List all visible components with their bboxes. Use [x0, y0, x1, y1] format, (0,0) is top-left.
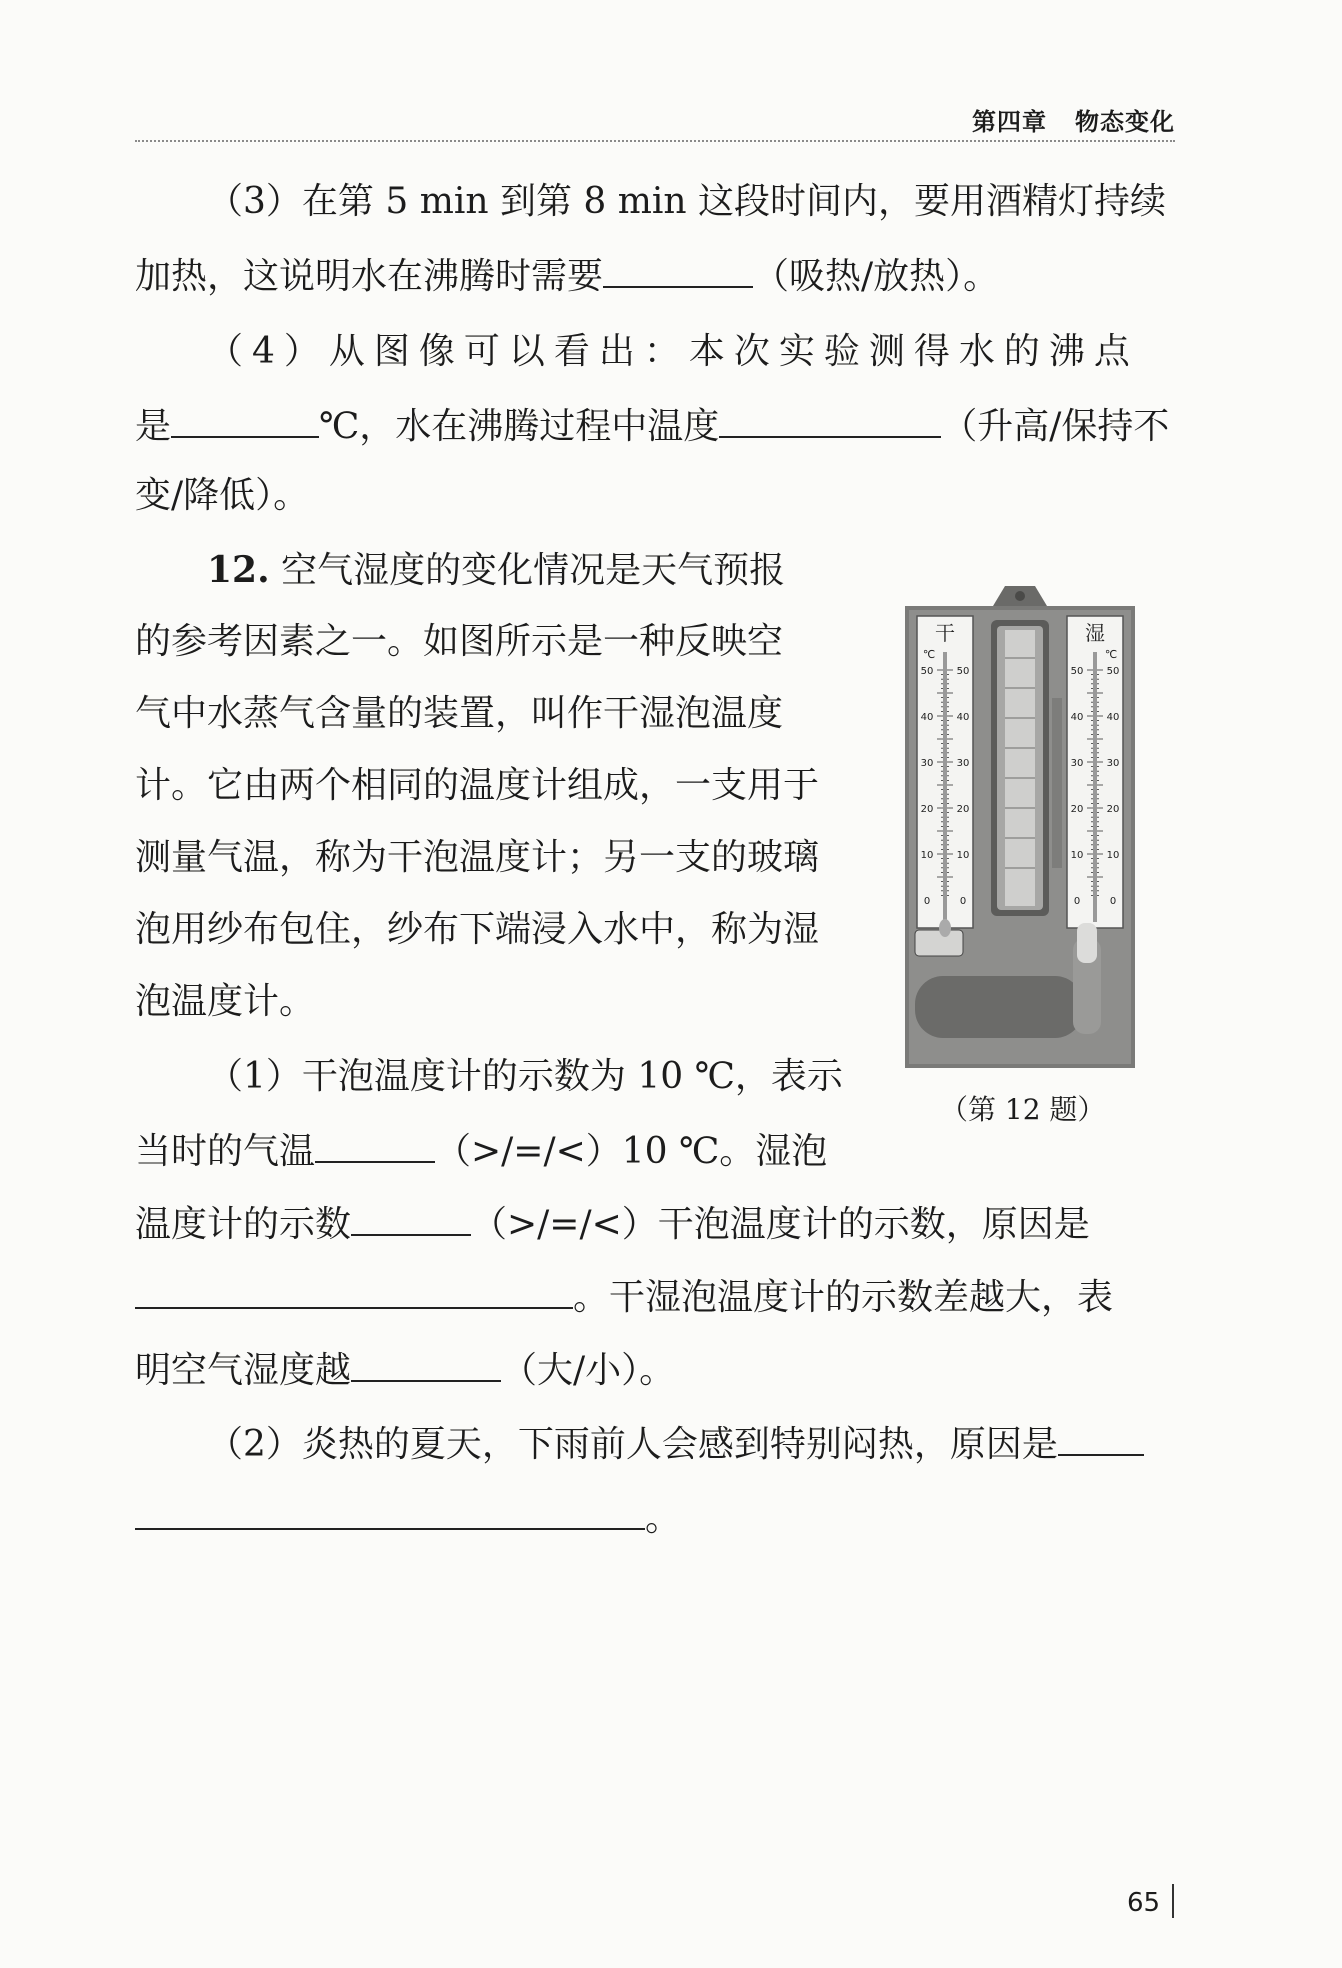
answer-blank[interactable] — [351, 1200, 471, 1236]
dry-scale-tick-label: 50 — [956, 666, 970, 677]
q12-intro-2: 气中水蒸气含量的装置，叫作干湿泡温度 — [135, 693, 784, 734]
wet-scale-tick-label: 20 — [1106, 804, 1120, 815]
q12-p1-line4 — [135, 1273, 1113, 1320]
q12-p1-line2 — [135, 1127, 827, 1174]
q3-text-post: （吸热/放热）。 — [753, 256, 1000, 297]
answer-blank[interactable] — [135, 1494, 645, 1530]
q12-p2-text: 。 — [645, 1498, 682, 1539]
q3-line2 — [135, 252, 999, 299]
q12-p1-text: 温度计的示数 — [135, 1204, 352, 1245]
dry-scale-tick-label: 40 — [956, 712, 970, 723]
q12-p1-line3 — [135, 1200, 1090, 1247]
question-number: 12. — [207, 549, 270, 591]
header-text — [972, 102, 1175, 137]
q12-p2-line2 — [135, 1494, 681, 1541]
q12-intro-6: 泡温度计。 — [135, 981, 316, 1022]
wet-scale-tick-label: 0 — [1109, 896, 1117, 907]
wet-scale-tick-label: 20 — [1070, 804, 1084, 815]
wet-scale-tick-label: 40 — [1070, 712, 1084, 723]
wet-scale-tick-label: 50 — [1070, 666, 1084, 677]
answer-blank[interactable] — [315, 1127, 435, 1163]
q4-line3: 变/降低）。 — [135, 475, 310, 516]
wet-scale-tick-label: 30 — [1070, 758, 1084, 769]
dry-scale-tick-label: 30 — [920, 758, 934, 769]
dry-scale-tick-label: 20 — [956, 804, 970, 815]
dry-scale-tick-label: 0 — [923, 896, 931, 907]
page-number: 65 — [1127, 1888, 1161, 1918]
q12-p1-text: 。干湿泡温度计的示数差越大，表 — [573, 1277, 1114, 1318]
q12-intro-4: 测量气温，称为干泡温度计；另一支的玻璃 — [135, 837, 820, 878]
wet-scale-tick-label: 0 — [1073, 896, 1081, 907]
dry-scale-tick-label: 0 — [959, 896, 967, 907]
wet-scale-tick-label: 40 — [1106, 712, 1120, 723]
q12-p1-text: （大/小）。 — [501, 1350, 676, 1391]
q4-text-a: 是 — [135, 406, 172, 447]
q12-p1-line5 — [135, 1346, 675, 1393]
q12-p1-line1: （1）干泡温度计的示数为 10 ℃，表示 — [207, 1056, 843, 1097]
header-title: 物态变化 — [1075, 108, 1175, 136]
dry-scale-tick-label: 10 — [956, 850, 970, 861]
q12-p2-text: （2）炎热的夏天，下雨前人会感到特别闷热，原因是 — [207, 1424, 1058, 1465]
dry-bulb-label: 干 — [935, 621, 955, 645]
dry-scale-tick-label: 30 — [956, 758, 970, 769]
q12-p1-text: 当时的气温 — [135, 1131, 316, 1172]
q12-intro-0: 空气湿度的变化情况是天气预报 — [281, 550, 786, 591]
q4-line1: （4）从图像可以看出：本次实验测得水的沸点 — [207, 331, 1139, 372]
answer-blank[interactable] — [351, 1346, 501, 1382]
answer-blank[interactable] — [719, 402, 941, 438]
hygrometer-figure — [905, 578, 1135, 1068]
q12-intro-5: 泡用纱布包住，纱布下端浸入水中，称为湿 — [135, 909, 820, 950]
dry-scale-tick-label: 10 — [920, 850, 934, 861]
q4-text-c: （升高/保持不 — [941, 406, 1170, 447]
dry-scale-tick-label: 50 — [920, 666, 934, 677]
dry-unit-label: ℃ — [922, 648, 936, 661]
page-number-divider — [1172, 1884, 1174, 1918]
q12-p1-text: （>/=/<）10 ℃。湿泡 — [435, 1131, 828, 1172]
q4-text-b: ℃，水在沸腾过程中温度 — [319, 406, 720, 447]
answer-blank[interactable] — [1058, 1420, 1144, 1456]
dry-scale-tick-label: 20 — [920, 804, 934, 815]
wet-scale-tick-label: 50 — [1106, 666, 1120, 677]
wet-unit-label: ℃ — [1104, 648, 1118, 661]
q4-line2 — [135, 402, 1169, 449]
wet-scale-tick-label: 10 — [1106, 850, 1120, 861]
q12-intro-3: 计。它由两个相同的温度计组成，一支用于 — [135, 765, 820, 806]
answer-blank[interactable] — [135, 1273, 573, 1309]
answer-blank[interactable] — [603, 252, 753, 288]
q12-intro-1: 的参考因素之一。如图所示是一种反映空 — [135, 621, 784, 662]
q12-line1 — [207, 548, 785, 593]
header-chapter: 第四章 — [972, 108, 1047, 136]
running-header — [135, 100, 1175, 142]
q12-p1-text: 明空气湿度越 — [135, 1350, 352, 1391]
wet-bulb-label: 湿 — [1085, 621, 1105, 645]
q12-p1-text: （>/=/<）干泡温度计的示数，原因是 — [471, 1204, 1090, 1245]
q3-line1: （3）在第 5 min 到第 8 min 这段时间内，要用酒精灯持续 — [207, 181, 1167, 222]
dry-scale-tick-label: 40 — [920, 712, 934, 723]
answer-blank[interactable] — [171, 402, 319, 438]
figure-caption: （第 12 题） — [940, 1093, 1106, 1126]
wet-scale-tick-label: 10 — [1070, 850, 1084, 861]
q3-text-pre: 加热，这说明水在沸腾时需要 — [135, 256, 604, 297]
wet-scale-tick-label: 30 — [1106, 758, 1120, 769]
q12-p2-line1 — [207, 1420, 1144, 1467]
